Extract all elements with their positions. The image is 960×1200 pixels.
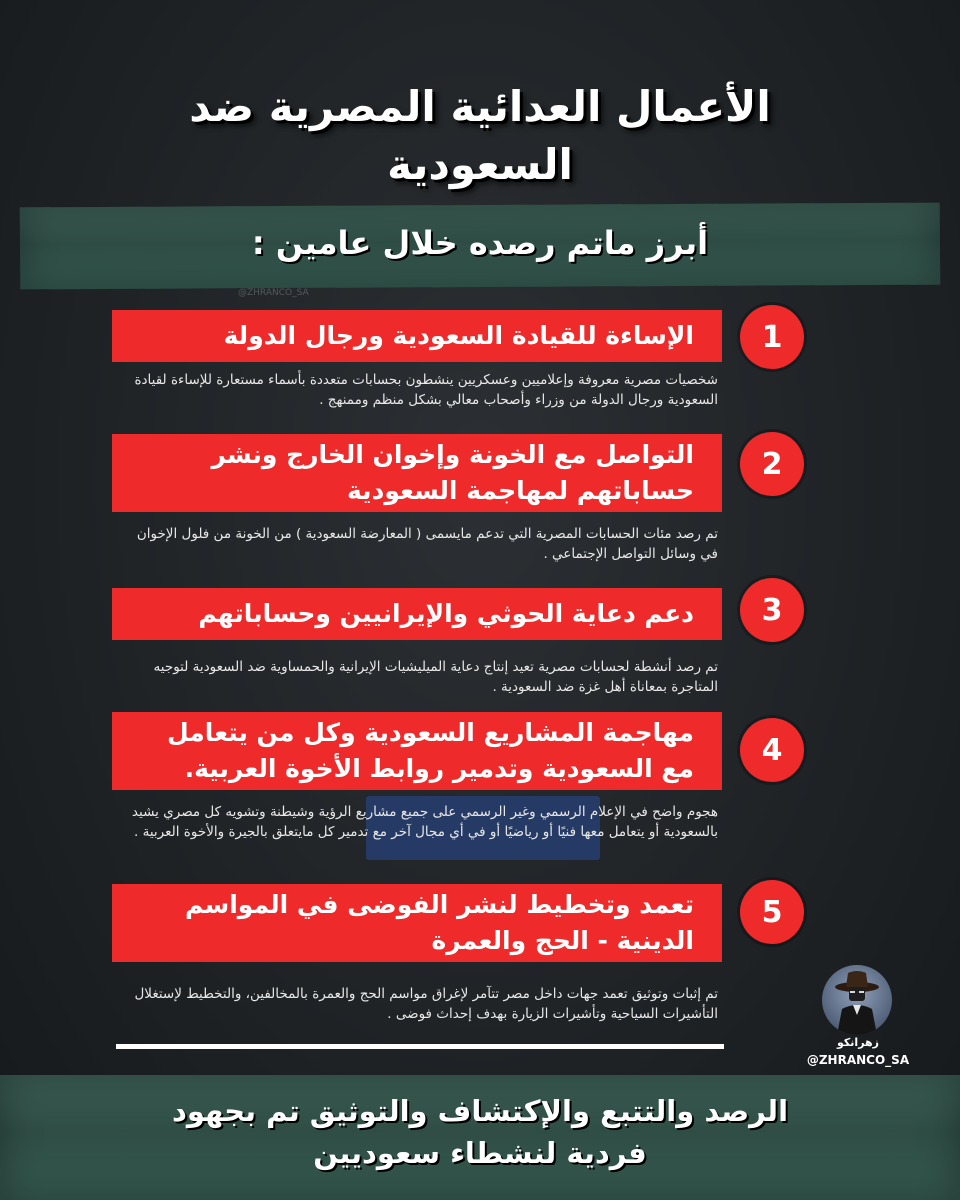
item-1-heading-box [112, 310, 722, 362]
item-1-number: 1 [761, 319, 783, 355]
item-2-heading-box [112, 434, 722, 512]
cowboy-figure-icon [822, 965, 892, 1035]
item-3-description: تم رصد أنشطة لحسابات مصرية تعيد إنتاج دعاية الميليشيات الإيرانية والحمساوية ضد السعودية لتوجيه المتاجرة بمعاناة أهل غزة ضد السعودية . [153, 659, 718, 695]
title-line-1: الأعمال العدائية المصرية ضد [189, 82, 771, 131]
item-5-description: تم إثبات وتوثيق تعمد جهات داخل مصر تتآمر لإغراق مواسم الحج والعمرة بالمخالفين، والتخطيط لإستغلال التأشيرات السياحية وتأشيرات الزيارة بهدف إحداث فوضى . [134, 986, 718, 1022]
author-handle: @ZHRANCO_SA [806, 1053, 910, 1067]
item-4-description: هجوم واضح في الإعلام الرسمي وغير الرسمي على جميع مشاريع الرؤية وشيطنة وتشويه كل مصري يشيد بالسعودية أو يتعامل معها فنيًا أو رياضيًا أو في أي مجال آخر مع تدمير كل مايتعلق بالجيرة والأخوة العربية . [131, 804, 718, 840]
item-2-description: تم رصد مئات الحسابات المصرية التي تدعم مايسمى ( المعارضة السعودية ) من الخونة من فلول الإخوان في وسائل التواصل الإجتماعي . [136, 526, 718, 562]
item-3-heading: دعم دعاية الحوثي والإيرانيين وحساباتهم [198, 599, 694, 628]
item-4-heading-box [112, 712, 722, 790]
footer-text [20, 1090, 940, 1174]
page-title [0, 78, 960, 194]
item-3-number: 3 [761, 592, 783, 628]
item-5-number-badge [740, 880, 804, 944]
footer-line-1: الرصد والتتبع والإكتشاف والتوثيق تم بجهود [171, 1094, 789, 1128]
item-4-number: 4 [761, 732, 783, 768]
item-4-number-badge [740, 718, 804, 782]
title-line-2: السعودية [387, 140, 573, 189]
item-4-heading: مهاجمة المشاريع السعودية وكل من يتعامل مع السعودية وتدمير روابط الأخوة العربية. [166, 718, 694, 783]
item-5-number: 5 [761, 894, 783, 930]
item-2-heading: التواصل مع الخونة وإخوان الخارج ونشر حساباتهم لمهاجمة السعودية [211, 440, 694, 505]
item-3-heading-box [112, 588, 722, 640]
subtitle: أبرز ماتم رصده خلال عامين : [251, 224, 709, 262]
item-2-number: 2 [761, 446, 783, 482]
item-1-heading: الإساءة للقيادة السعودية ورجال الدولة [223, 321, 694, 350]
author-avatar [822, 965, 892, 1035]
watermark: @ZHRANCO_SA [238, 288, 309, 298]
item-3-number-badge [740, 578, 804, 642]
item-5-heading-box [112, 884, 722, 962]
item-1-description: شخصيات مصرية معروفة وإعلاميين وعسكريين ينشطون بحسابات متعددة بأسماء مستعارة للإساءة لقيادة السعودية ورجال الدولة من وزراء وأصحاب معالي بشكل منظم وممنهج . [134, 372, 718, 408]
author-name: زهرانكو [837, 1036, 879, 1049]
divider-line [116, 1044, 724, 1049]
item-1-number-badge [740, 305, 804, 369]
item-5-heading: تعمد وتخطيط لنشر الفوضى في المواسم الدينية - الحج والعمرة [185, 890, 694, 955]
footer-line-2: فردية لنشطاء سعوديين [313, 1136, 647, 1170]
item-2-number-badge [740, 432, 804, 496]
